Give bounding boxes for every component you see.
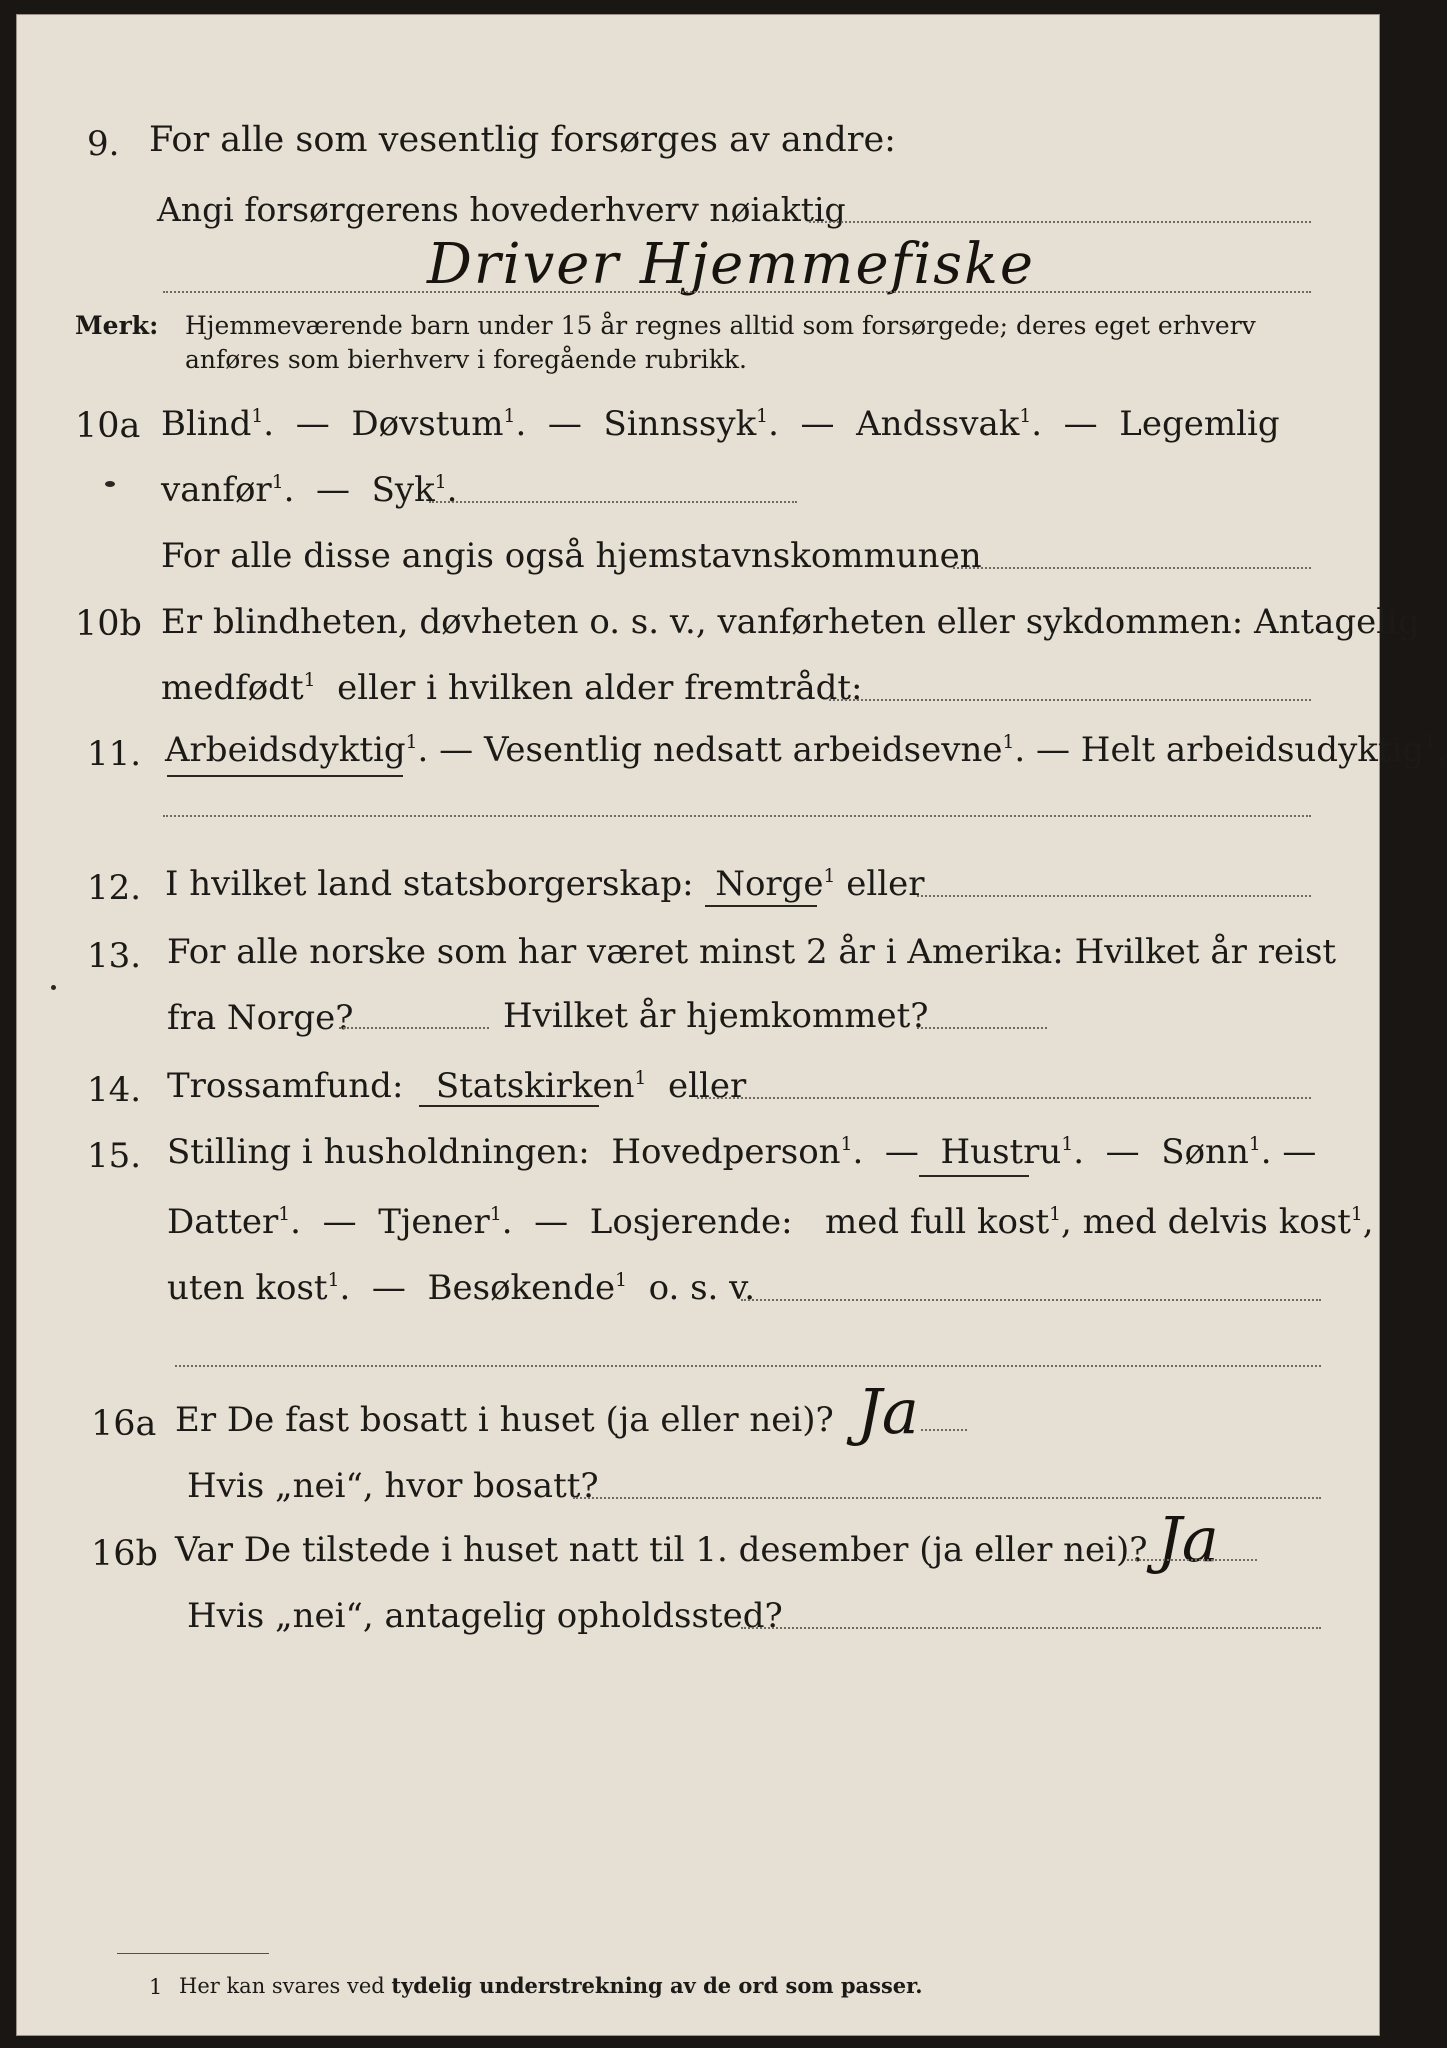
q14-eller: eller — [668, 1066, 747, 1106]
dash: — — [1282, 1132, 1317, 1172]
note-label: Merk: — [75, 311, 159, 340]
q14-prompt: Trossamfund: — [167, 1066, 404, 1106]
dash: — — [800, 404, 835, 444]
opt-arbeidsdyktig: Arbeidsdyktig — [165, 730, 406, 770]
opt-uten-kost: uten kost — [167, 1268, 328, 1308]
q10b-dotted-line — [829, 699, 1311, 701]
note-line-1: Hjemmeværende barn under 15 år regnes alltid som forsørgede; deres eget erhverv — [185, 311, 1256, 340]
q12-line — [165, 864, 925, 904]
q15-line-1: Stilling i husholdningen: Hovedperson$^1$. — Hustru$^1$. — Sønn$^1$. — — [167, 1132, 1317, 1172]
q16a-number: 16a — [91, 1404, 157, 1444]
q11-underline-arbeidsdyktig — [167, 775, 403, 777]
q16a-dotted-line — [921, 1429, 967, 1431]
q16a-sub: Hvis „nei“, hvor bosatt? — [187, 1466, 599, 1506]
fn-ref: 1 — [434, 471, 447, 493]
q10a-dotted-line-2 — [953, 567, 1311, 569]
q10b-line-2 — [161, 668, 863, 708]
opt-statskirken: Statskirken — [435, 1066, 635, 1106]
opt-syk: Syk — [371, 470, 435, 510]
q16b-dotted-line — [1127, 1559, 1257, 1561]
fn-ref: 1 — [278, 1203, 291, 1225]
q14-dotted-line — [697, 1097, 1311, 1099]
note-line-2: anføres som bierhverv i foregående rubrikk. — [185, 345, 747, 374]
fn-ref: 1 — [489, 1203, 502, 1225]
q15-losjerende: Losjerende: — [589, 1202, 793, 1242]
dash: — — [316, 470, 351, 510]
fn-ref: 1 — [1248, 1133, 1261, 1155]
q16b-prompt: Var De tilstede i huset natt til 1. desember (ja eller nei)? — [175, 1530, 1148, 1570]
dash: — — [295, 404, 330, 444]
dash: — — [322, 1202, 357, 1242]
dash: — — [547, 404, 582, 444]
q9-prompt: Angi forsørgerens hovederhverv nøiaktig — [157, 190, 846, 229]
footnote — [179, 1975, 923, 1997]
footnote-text: Her kan svares ved — [179, 1974, 385, 1998]
fn-ref: 1 — [303, 669, 316, 691]
fn-ref: 1 — [756, 405, 769, 427]
q11-dotted-line — [163, 815, 1311, 817]
q10b-rest: eller i hvilken alder fremtrådt: — [337, 668, 863, 708]
q16a-sub-dotted-line — [573, 1497, 1321, 1499]
dash: — — [534, 1202, 569, 1242]
q11-line: Arbeidsdyktig$^1$. — Vesentlig nedsatt arbeidsevne$^1$. — Helt arbeidsudyktig$^1$. — [165, 730, 1447, 770]
fn-ref: 1 — [405, 731, 418, 753]
q16b-number: 16b — [91, 1534, 158, 1574]
opt-udyktig: Helt arbeidsudyktig — [1080, 730, 1425, 770]
opt-full-kost: med full kost — [824, 1202, 1050, 1242]
q10a-number: 10a — [75, 406, 141, 446]
opt-tjener: Tjener — [378, 1202, 490, 1242]
q13-line-1: For alle norske som har været minst 2 år i Amerika: Hvilket år reist — [167, 932, 1337, 972]
opt-nedsatt: Vesentlig nedsatt arbeidsevne — [483, 730, 1003, 770]
q14-line — [167, 1066, 747, 1106]
q10b-number: 10b — [75, 604, 142, 644]
fn-ref: 1 — [327, 1269, 340, 1291]
q16b-handwritten-answer: Ja — [1157, 1503, 1219, 1576]
ink-mark — [51, 985, 56, 990]
q12-underline-norge — [705, 905, 817, 907]
opt-hustru: Hustru — [940, 1132, 1062, 1172]
opt-sinnssyk: Sinnssyk — [603, 404, 757, 444]
fn-ref: 1 — [823, 865, 836, 887]
q13-hjem: Hvilket år hjemkommet? — [503, 996, 929, 1036]
q13-dotted-line-2 — [917, 1027, 1047, 1029]
q16b-sub: Hvis „nei“, antagelig opholdssted? — [187, 1596, 783, 1636]
q12-eller: eller — [846, 864, 925, 904]
opt-hovedperson: Hovedperson — [611, 1132, 841, 1172]
footnote-marker: 1 — [149, 1975, 163, 1999]
opt-blind: Blind — [161, 404, 252, 444]
fn-ref: 1 — [503, 405, 516, 427]
q9-number: 9. — [87, 124, 120, 164]
opt-besokende: Besøkende — [427, 1268, 616, 1308]
q13-dotted-line-1 — [339, 1027, 489, 1029]
fn-ref: 1 — [1061, 1133, 1074, 1155]
fn-ref: 1 — [1049, 1203, 1062, 1225]
q15-line-2: Datter$^1$. — Tjener$^1$. — Losjerende: med full kost$^1$, med delvis kost$^1$, — [167, 1202, 1374, 1242]
q9-handwritten-answer: Driver Hjemmefiske — [427, 232, 1036, 297]
census-form-page — [16, 14, 1447, 2036]
q15-number: 15. — [87, 1136, 142, 1176]
fn-ref: 1 — [1019, 405, 1032, 427]
footnote-bold-text: tydelig understrekning av de ord som passer. — [391, 1973, 923, 1998]
fn-ref: 1 — [1424, 731, 1437, 753]
q15-underline-hustru — [919, 1175, 1029, 1177]
opt-medfodt: medfødt — [161, 668, 304, 708]
dash: — — [1063, 404, 1098, 444]
q10a-line-3: For alle disse angis også hjemstavnskommunen — [161, 536, 982, 576]
opt-dovstum: Døvstum — [351, 404, 504, 444]
q9-answer-line — [163, 291, 1311, 293]
q12-dotted-line — [917, 895, 1311, 897]
dash: — — [1035, 730, 1070, 770]
q13-number: 13. — [87, 936, 142, 976]
dash: — — [1105, 1132, 1140, 1172]
opt-vanfor: vanfør — [161, 470, 272, 510]
opt-legemlig: Legemlig — [1119, 404, 1280, 444]
q13-fra: fra Norge? — [167, 998, 354, 1038]
opt-delvis-kost: med delvis kost — [1082, 1202, 1351, 1242]
q16a-handwritten-answer: Ja — [857, 1375, 919, 1448]
opt-andssvak: Andssvak — [856, 404, 1020, 444]
footnote-rule — [117, 1953, 269, 1954]
q16b-sub-dotted-line — [741, 1627, 1321, 1629]
q15-prompt: Stilling i husholdningen: — [167, 1132, 590, 1172]
q14-underline-statskirken — [419, 1105, 599, 1107]
q15-dotted-line-1 — [741, 1299, 1321, 1301]
fn-ref: 1 — [271, 471, 284, 493]
q15-dotted-line-2 — [175, 1365, 1321, 1367]
dash: — — [371, 1268, 406, 1308]
opt-datter: Datter — [167, 1202, 279, 1242]
fn-ref: 1 — [251, 405, 264, 427]
fn-ref: 1 — [634, 1067, 647, 1089]
fn-ref: 1 — [1002, 731, 1015, 753]
dash: — — [439, 730, 474, 770]
q9-title: For alle som vesentlig forsørges av andre: — [149, 120, 896, 160]
q15-line-3: uten kost$^1$. — Besøkende$^1$ o. s. v. — [167, 1268, 756, 1308]
fn-ref: 1 — [840, 1133, 853, 1155]
q10b-line-1: Er blindheten, døvheten o. s. v., vanførheten eller sykdommen: Antagelig — [161, 602, 1420, 642]
dash: — — [884, 1132, 919, 1172]
ink-mark — [105, 481, 115, 487]
fn-ref: 1 — [1350, 1203, 1363, 1225]
opt-norge: Norge — [715, 864, 824, 904]
q10a-line-1: Blind$^1$. — Døvstum$^1$. — Sinnssyk$^1$. — Andssvak$^1$. — Legemlig — [161, 404, 1280, 444]
q10a-dotted-line-1 — [429, 501, 797, 503]
q12-number: 12. — [87, 868, 142, 908]
q16a-prompt: Er De fast bosatt i huset (ja eller nei)? — [175, 1400, 834, 1440]
q14-number: 14. — [87, 1070, 142, 1110]
q10a-line-2: vanfør$^1$. — Syk$^1$. — [161, 470, 458, 510]
opt-sonn: Sønn — [1161, 1132, 1249, 1172]
q15-osv: o. s. v. — [648, 1268, 756, 1308]
q11-number: 11. — [87, 734, 142, 774]
q9-dotted-line — [809, 221, 1311, 223]
q12-prompt: I hvilket land statsborgerskap: — [165, 864, 694, 904]
fn-ref: 1 — [615, 1269, 627, 1291]
